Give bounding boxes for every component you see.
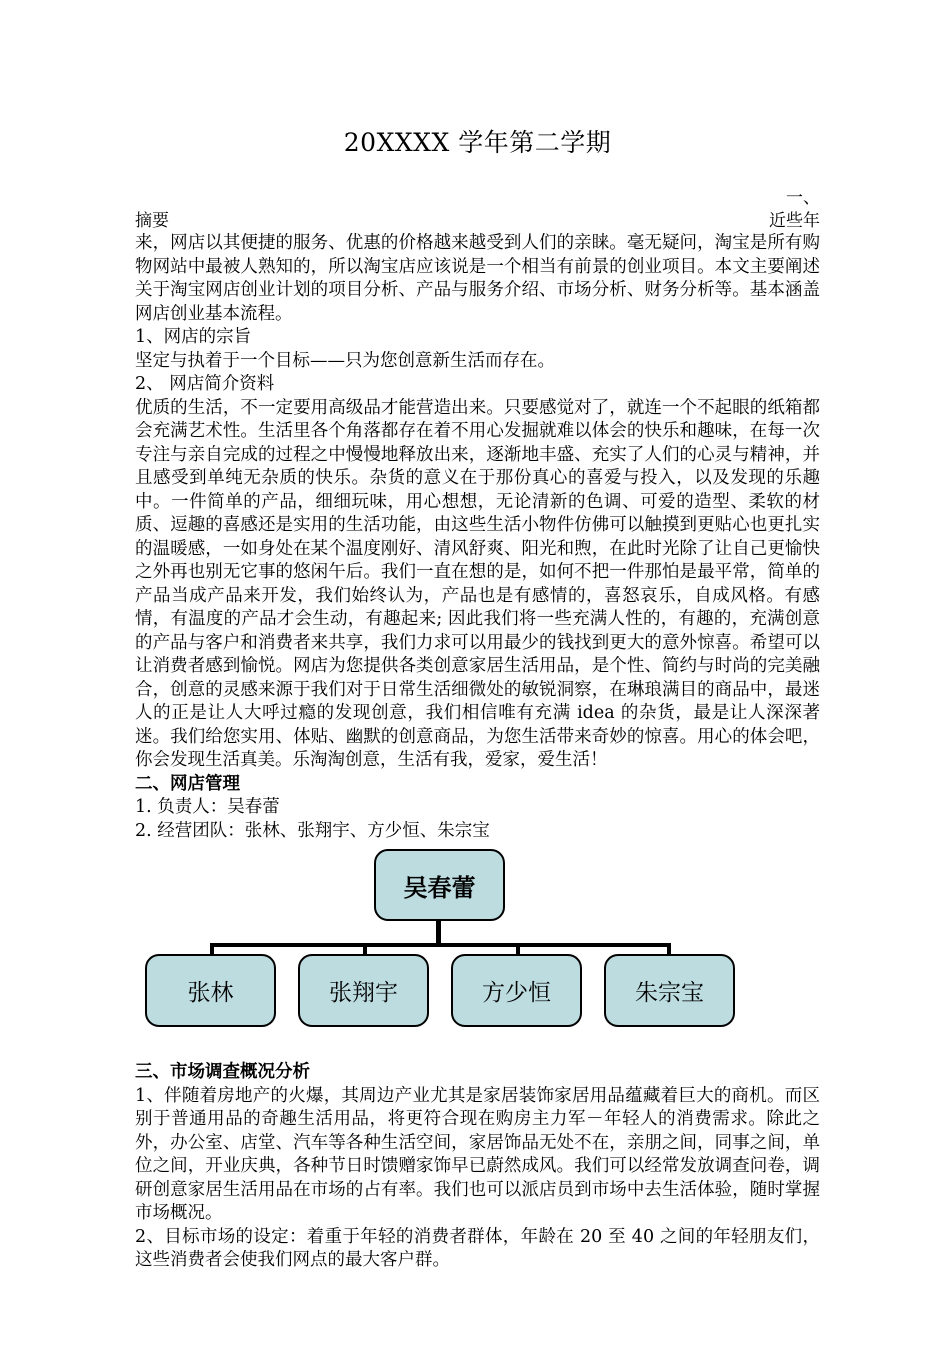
section3-paragraph-1: 1、伴随着房地产的火爆，其周边产业尤其是家居装饰家居用品蕴藏着巨大的商机。而区别于普通用品的奇趣生活用品，将更符合现在购房主力军－年轻人的消费需求。除此之外，办公室、店堂、汽车等各种生活空间，家居饰品无处不在，亲朋之间，同事之间，单位之间，开业庆典，各种节日时馈赠家饰早已蔚然成风。我们可以经常发放调查问卷，调研创意家居生活用品在市场的占有率。我们也可以派店员到市场中去生活体验，随时掌握市场概况。 xyxy=(135,1085,820,1223)
abstract-body: 来，网店以其便捷的服务、优惠的价格越来越受到人们的亲睐。毫无疑问，淘宝是所有购物网站中最被人熟知的，所以淘宝店应该说是一个相当有前景的创业项目。本文主要阐述关于淘宝网店创业计划的项目分析、产品与服务介绍、市场分析、财务分析等。基本涵盖网店创业基本流程。 xyxy=(135,233,820,324)
section1-item1-heading: 1、网店的宗旨 xyxy=(135,327,252,347)
org-node-child-3: 方少恒 xyxy=(451,954,582,1027)
abstract-label: 摘要 xyxy=(135,211,169,231)
abstract-header-line xyxy=(135,210,820,232)
section1-item1-text: 坚定与执着于一个目标——只为您创意新生活而存在。 xyxy=(135,350,555,371)
section-marker-one: 一、 xyxy=(786,188,820,208)
org-node-child-2: 张翔宇 xyxy=(298,954,429,1027)
section3-heading: 三、市场调查概况分析 xyxy=(135,1062,310,1082)
org-node-root: 吴春蕾 xyxy=(374,849,505,921)
section1-item2-heading: 2、 网店简介资料 xyxy=(135,374,275,394)
org-node-child-1: 张林 xyxy=(145,954,276,1027)
section2-owner-line: 1. 负责人：吴春蕾 xyxy=(135,797,280,817)
abstract-lead-text: 近些年 xyxy=(769,211,820,231)
connector-horizontal-bar xyxy=(210,943,671,947)
org-node-child-4: 朱宗宝 xyxy=(604,954,735,1027)
section2-team-line: 2. 经营团队：张林、张翔宇、方少恒、朱宗宝 xyxy=(135,820,490,841)
page-title: 20XXXX 学年第二学期 xyxy=(343,128,612,157)
section3-paragraph-2: 2、目标市场的设定：着重于年轻的消费者群体，年龄在 20 至 40 之间的年轻朋友们，这些消费者会使我们网点的最大客户群。 xyxy=(135,1226,820,1270)
section1-item2-text: 优质的生活，不一定要用高级品才能营造出来。只要感觉对了，就连一个不起眼的纸箱都会充满艺术性。生活里各个角落都存在着不用心发掘就难以体会的快乐和趣味，在每一次专注与亲自完成的过程之中慢慢地释放出来，逐渐地丰盛、充实了人们的心灵与精神，并且感受到单纯无杂质的快乐。杂货的意义在于那份真心的喜爱与投入，以及发现的乐趣中。一件简单的产品，细细玩味，用心想想，无论清新的色调、可爱的造型、柔软的材质、逗趣的喜感还是实用的生活功能，由这些生活小物件仿佛可以触摸到更贴心也更扎实的温暖感，一如身处在某个温度刚好、清风舒爽、阳光和煦，在此时光除了让自己更愉快之外再也别无它事的悠闲午后。我们一直在想的是，如何不把一件那怕是最平常，简单的产品当成产品来开发，我们始终认为，产品也是有感情的，喜怒哀乐，自成风格。有感情，有温度的产品才会生动，有趣起来; 因此我们将一些充满人性的，有趣的，充满创意的产品与客户和消费者来共享，我们力求可以用最少的钱找到更大的意外惊喜。希望可以让消费者感到愉悦。网店为您提供各类创意家居生活用品，是个性、简约与时尚的完美融合，创意的灵感来源于我们对于日常生活细微处的敏锐洞察，在琳琅满目的商品中，最迷人的正是让人大呼过瘾的发现创意，我们相信唯有充满 idea 的杂货，最是让人深深著迷。我们给您实用、体贴、幽默的创意商品，为您生活带来奇妙的惊喜。用心的体会吧，你会发现生活真美。乐淘淘创意，生活有我，爱家，爱生活！ xyxy=(135,397,820,770)
org-chart xyxy=(135,849,825,1059)
section2-heading: 二、网店管理 xyxy=(135,773,240,794)
